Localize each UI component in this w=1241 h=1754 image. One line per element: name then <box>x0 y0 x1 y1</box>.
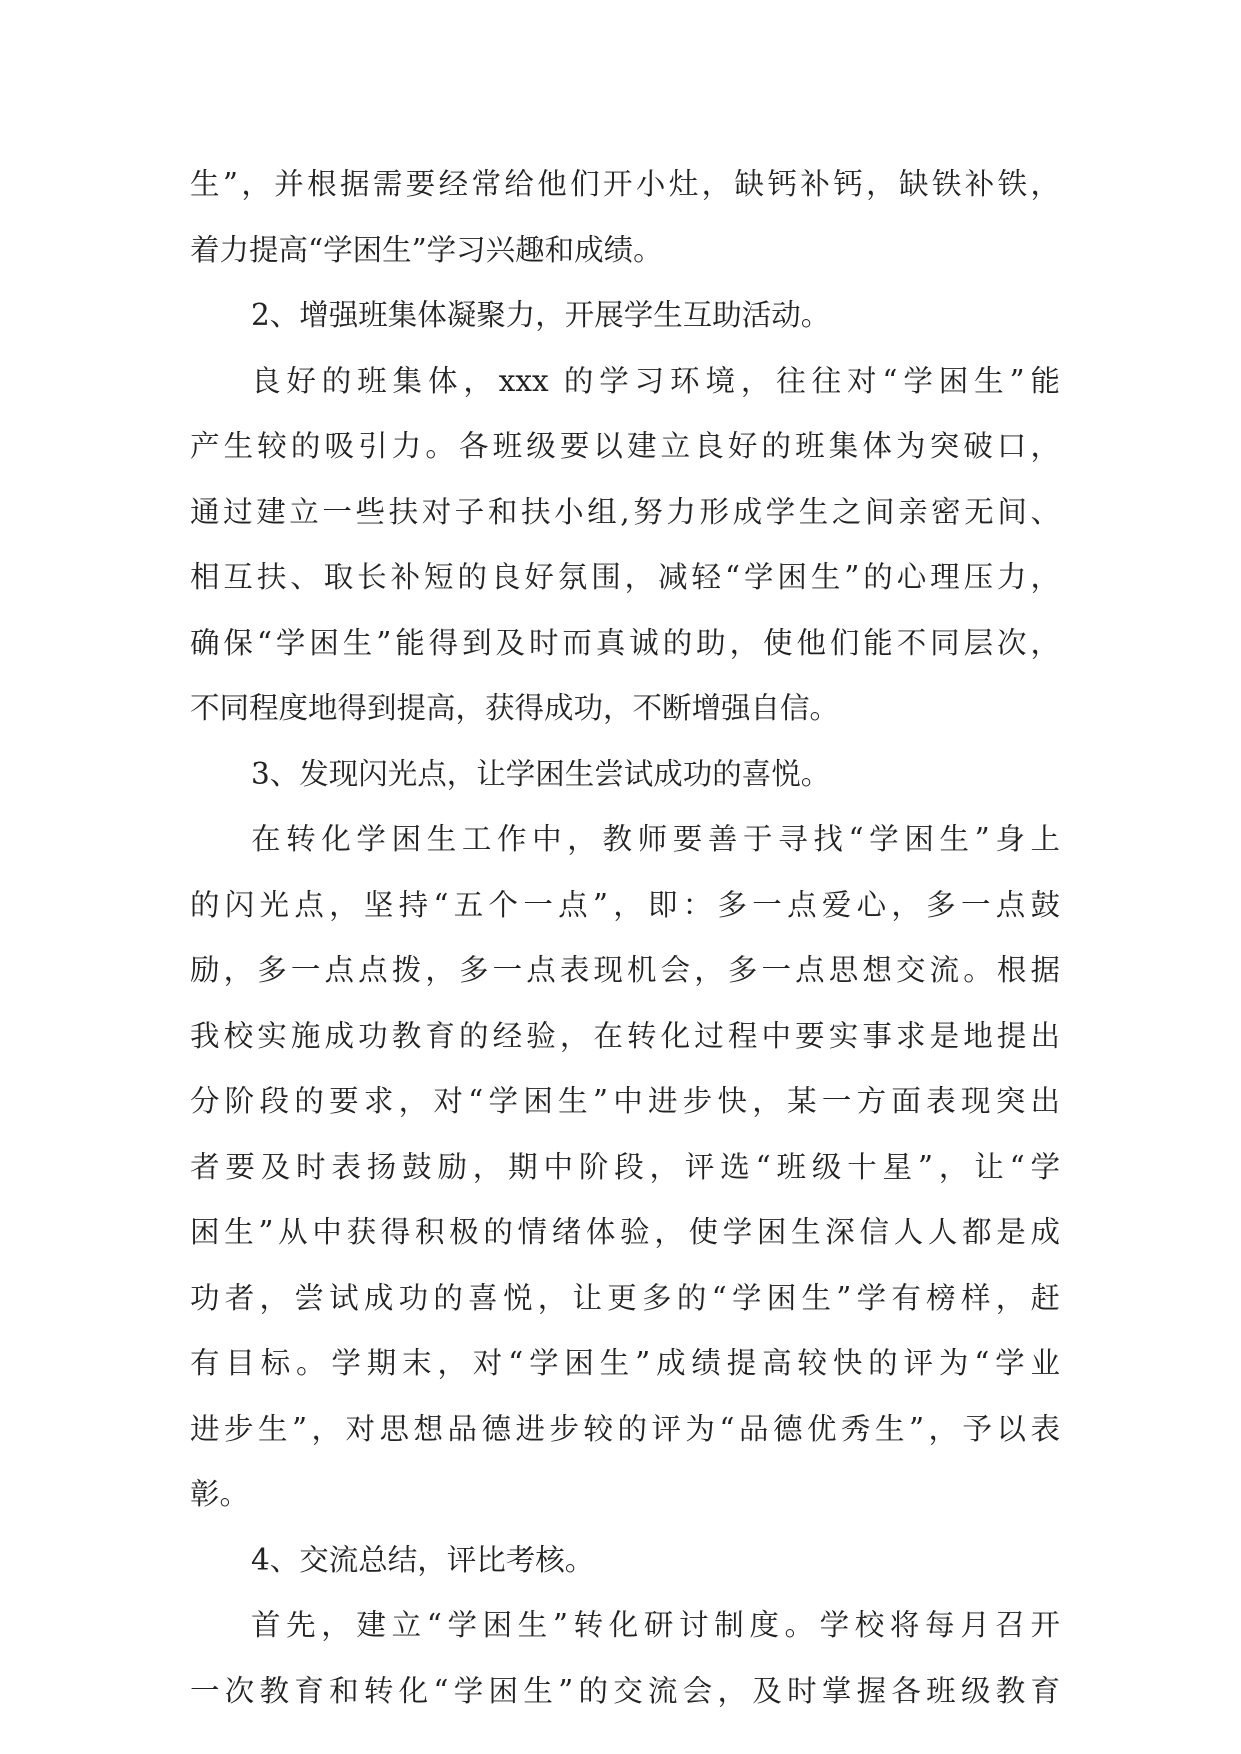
text-line: 进步生”，对思想品德进步较的评为“品德优秀生”，予以表 <box>190 1411 1060 1446</box>
section-heading: 3、发现闪光点，让学困生尝试成功的喜悦。 <box>251 756 831 791</box>
text-line: 励，多一点点拨，多一点表现机会，多一点思想交流。根据 <box>190 953 1060 987</box>
text-line: 着力提高“学困生”学习兴趣和成绩。 <box>190 232 663 267</box>
text-line: 在转化学困生工作中，教师要善于寻找“学困生”身上 <box>251 822 1060 856</box>
text-line: 不同程度地得到提高，获得成功，不断增强自信。 <box>190 691 840 725</box>
text-line: 有目标。学期末，对“学困生”成绩提高较快的评为“学业 <box>190 1346 1060 1380</box>
text-line: 的闪光点，坚持“五个一点”，即：多一点爱心，多一点鼓 <box>190 887 1060 922</box>
section-heading: 2、增强班集体凝聚力，开展学生互助活动。 <box>251 298 831 332</box>
text-line: 产生较的吸引力。各班级要以建立良好的班集体为突破口， <box>190 429 1060 463</box>
text-line: 相互扶、取长补短的良好氛围，减轻“学困生”的心理压力， <box>190 560 1060 594</box>
text-line: 困生”从中获得积极的情绪体验，使学困生深信人人都是成 <box>190 1215 1060 1249</box>
text-line: 者要及时表扬鼓励，期中阶段，评选“班级十星”，让“学 <box>190 1149 1060 1184</box>
document-body <box>190 166 1060 1738</box>
text-line: 彰。 <box>190 1477 250 1511</box>
text-line: 良好的班集体，xxx 的学习环境，往往对“学困生”能 <box>251 363 1060 398</box>
text-line: 确保“学困生”能得到及时而真诚的助，使他们能不同层次， <box>190 625 1060 660</box>
text-line: 功者，尝试成功的喜悦，让更多的“学困生”学有榜样，赶 <box>190 1280 1060 1315</box>
text-line: 首先，建立“学困生”转化研讨制度。学校将每月召开 <box>251 1608 1060 1642</box>
text-line: 生”，并根据需要经常给他们开小灶，缺钙补钙，缺铁补铁， <box>190 167 1060 201</box>
text-line: 一次教育和转化“学困生”的交流会，及时掌握各班级教育 <box>190 1673 1060 1708</box>
text-line: 我校实施成功教育的经验，在转化过程中要实事求是地提出 <box>190 1018 1060 1053</box>
text-line: 通过建立一些扶对子和扶小组,努力形成学生之间亲密无间、 <box>190 494 1060 529</box>
text-line: 分阶段的要求，对“学困生”中进步快，某一方面表现突出 <box>190 1084 1060 1118</box>
section-heading: 4、交流总结，评比考核。 <box>251 1542 595 1577</box>
